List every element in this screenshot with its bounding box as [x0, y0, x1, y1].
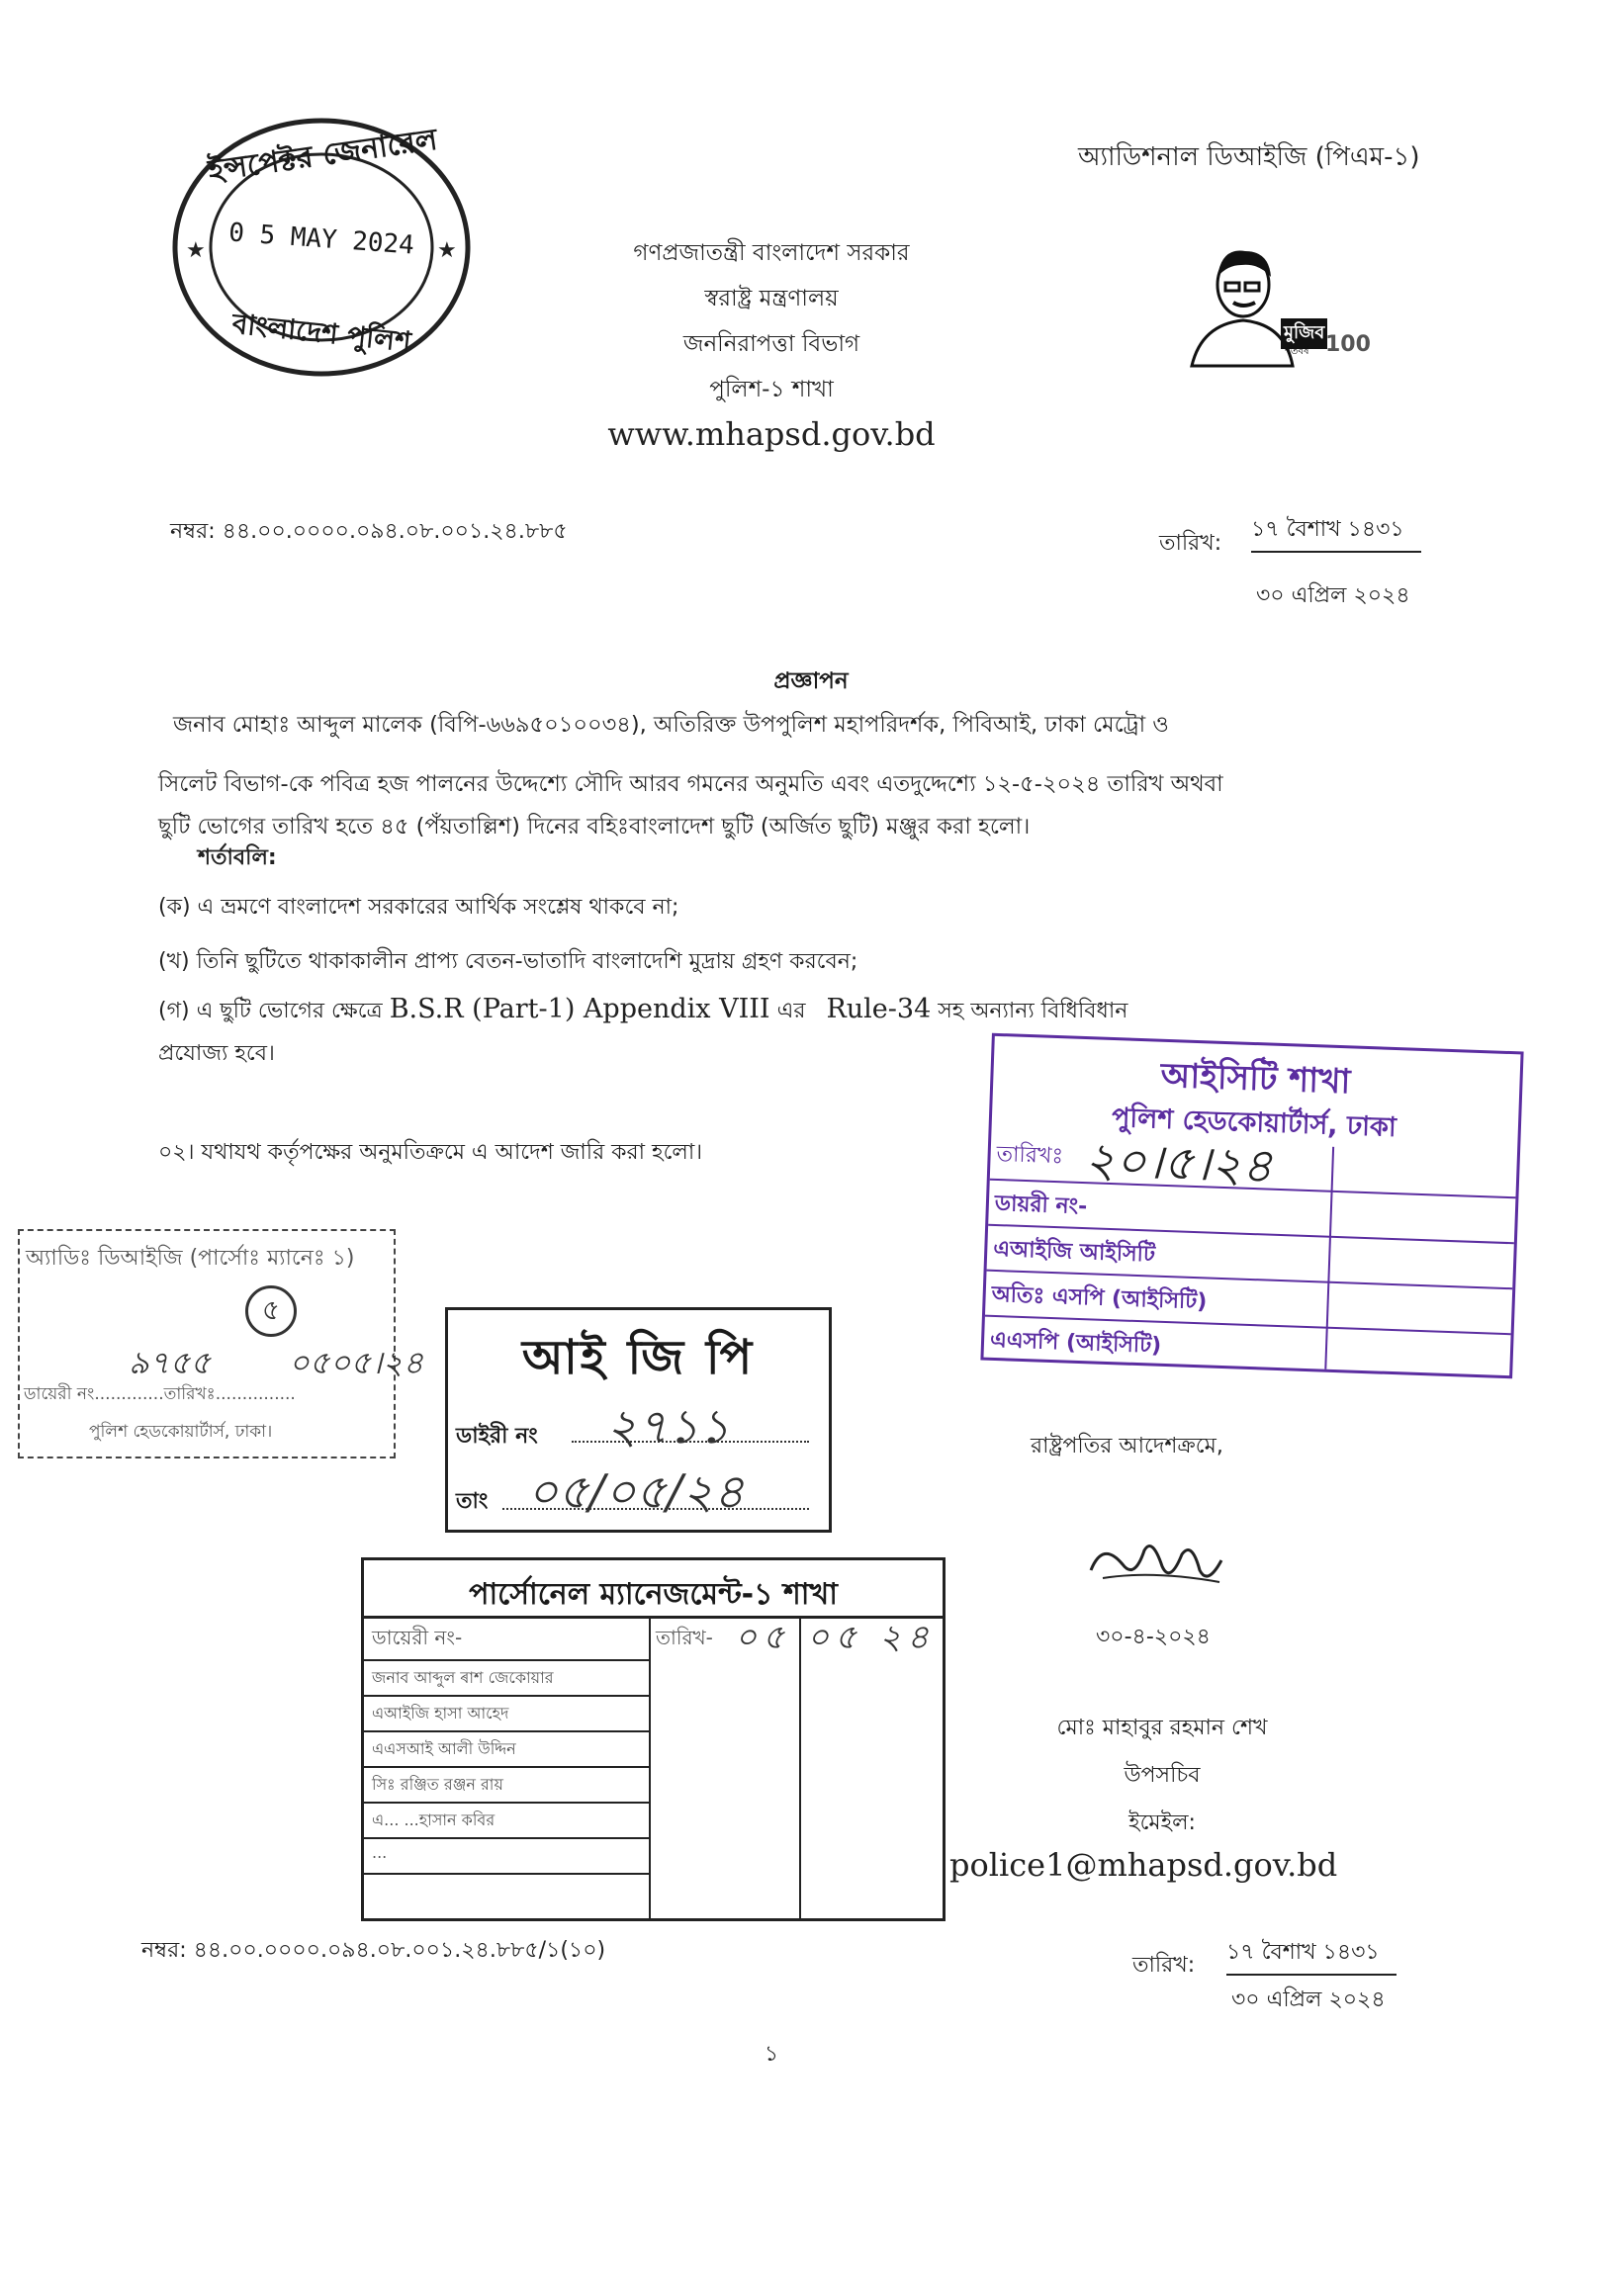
- seal-top-text: ইন্সপেক্টর জেনারেল: [206, 122, 440, 189]
- condition-ga-cont: প্রযোজ্য হবে।: [158, 1041, 275, 1066]
- memo-date-label: তারিখ:: [1159, 531, 1222, 556]
- logo-label: মুজিব: [1281, 318, 1327, 349]
- igp-date-value: ০৫/০৫/২৪: [527, 1464, 745, 1520]
- footer-date-bangla: ১৭ বৈশাখ ১৪৩১: [1226, 1935, 1397, 1976]
- body-line-3: ছুটি ভোগের তারিখ হতে ৪৫ (পঁয়তাল্লিশ) দিনের বহিঃবাংলাদেশ ছুটি (অর্জিত ছুটি) মঞ্জুর করা হলো।: [158, 814, 1031, 839]
- body-line-1: জনাব মোহাঃ আব্দুল মালেক (বিপি-৬৬৯৫০১০০৩৪), অতিরিক্ত উপপুলিশ মহাপরিদর্শক, পিবিআই, ঢাকা মেট্রো ও: [173, 712, 1169, 738]
- addl-dig-title: অ্যাডিঃ ডিআইজি (পার্সোঃ ম্যানেঃ ১): [26, 1246, 355, 1271]
- clause-02: ০২। যথাযথ কর্তৃপক্ষের অনুমতিক্রমে এ আদেশ জারি করা হলো।: [158, 1140, 703, 1165]
- ict-stamp-divider: [1324, 1147, 1334, 1369]
- addl-dig-footer: পুলিশ হেডকোয়ার্টার্স, ঢাকা।: [89, 1422, 273, 1442]
- footer-date-label: তারিখ:: [1132, 1953, 1196, 1978]
- footer-memo-number: নম্বর: ৪৪.০০.০০০০.০৯৪.০৮.০০১.২৪.৮৮৫/১(১০): [141, 1938, 606, 1963]
- memo-date-gregorian: ৩০ এপ্রিল ২০২৪: [1256, 583, 1410, 608]
- logo-number: 100: [1325, 332, 1371, 357]
- header-line-3: জননিরাপত্তা বিভাগ: [682, 331, 860, 357]
- pm-row-divider-0: [364, 1659, 649, 1661]
- addl-dig-circle: ৫: [245, 1285, 297, 1337]
- condition-ka: (ক) এ ভ্রমণে বাংলাদেশ সরকারের আর্থিক সংশ্লেষ থাকবে না;: [158, 895, 679, 920]
- signature-icon: [1083, 1531, 1231, 1600]
- footer-date-gregorian: ৩০ এপ্রিল ২০২৪: [1231, 1987, 1386, 2012]
- notice-title: প্রজ্ঞাপন: [773, 668, 849, 694]
- pm-row-1: জনাব আব্দুল ৰাশ জেকোয়ার: [372, 1668, 554, 1687]
- pm-date-label: তারিখ-: [656, 1626, 713, 1649]
- ict-row-4: এএসপি (আইসিটি): [989, 1327, 1162, 1359]
- pm-col-divider-1: [649, 1616, 651, 1918]
- header-website: www.mhapsd.gov.bd: [607, 415, 936, 453]
- header-block: [554, 230, 989, 412]
- ict-row-1: ডায়রী নং-: [994, 1191, 1088, 1220]
- header-line-2: স্বরাষ্ট্র মন্ত্রণালয়: [704, 286, 839, 311]
- addl-dig-diary-line: ডায়েরী নং.............তারিখঃ...............: [24, 1384, 296, 1404]
- pm-row-divider-2: [364, 1730, 649, 1732]
- pm-row-divider-4: [364, 1802, 649, 1804]
- header-line-1: গণপ্রজাতন্ত্রী বাংলাদেশ সরকার: [633, 240, 910, 266]
- igp-title: আই জি পি: [521, 1330, 756, 1385]
- condition-ga-rule: Rule-34: [826, 994, 932, 1024]
- signature-name: মোঃ মাহাবুর রহমান শেখ: [1056, 1716, 1268, 1740]
- condition-ga-part1: (গ) এ ছুটি ভোগের ক্ষেত্রে: [158, 999, 383, 1023]
- pm-row-4: সিঃ রঞ্জিত রঞ্জন রায়: [372, 1775, 503, 1794]
- ict-stamp: [980, 1033, 1523, 1379]
- ict-date-label: তারিখঃ: [996, 1141, 1064, 1170]
- mujib-logo: [1182, 237, 1371, 371]
- corner-note: অ্যাডিশনাল ডিআইজি (পিএম-১): [1078, 142, 1420, 172]
- igp-diary-label: ডাইরী নং: [456, 1424, 538, 1449]
- pm-row-6: ...: [372, 1843, 388, 1862]
- memo-date-bangla: ১৭ বৈশাখ ১৪৩১: [1251, 512, 1421, 553]
- body-line-2: সিলেট বিভাগ-কে পবিত্র হজ পালনের উদ্দেশ্যে সৌদি আরব গমনের অনুমতি এবং এতদুদ্দেশ্যে ১২-৫-২০২৪ তারিখ অথবা: [158, 771, 1223, 797]
- seal-date: 0 5 MAY 2024: [227, 218, 415, 261]
- signature-email[interactable]: police1@mhapsd.gov.bd: [949, 1846, 1338, 1884]
- header-line-4: পুলিশ-১ শাখা: [709, 377, 834, 402]
- igp-date-label: তাং: [456, 1489, 489, 1514]
- pm-date-value: ০৫ ০৫ ২৪: [735, 1618, 936, 1657]
- condition-ga: [158, 994, 1127, 1030]
- pm-stamp-title: পার্সোনেল ম্যানেজমেন্ট-১ শাখা: [469, 1577, 838, 1612]
- pm-stamp: [361, 1557, 946, 1921]
- addl-dig-stamp: [18, 1229, 424, 1458]
- ict-stamp-grid: [983, 1132, 1517, 1375]
- condition-ga-part2: এর: [776, 999, 806, 1023]
- addl-dig-hand-number: ৯৭৫৫: [129, 1344, 212, 1381]
- signature-date: ৩০-৪-২০২৪: [1096, 1625, 1211, 1649]
- svg-text:★: ★: [186, 238, 206, 263]
- svg-text:★: ★: [437, 238, 457, 263]
- ig-seal: [168, 114, 475, 381]
- ict-row-2: এআইজি আইসিটি: [992, 1236, 1156, 1268]
- addl-dig-hand-date: ০৫০৫।২৪: [289, 1344, 424, 1381]
- pm-row-divider-6: [364, 1873, 649, 1875]
- igp-diary-value: ২৭১১: [606, 1399, 730, 1455]
- igp-stamp: [445, 1307, 832, 1533]
- pm-row-5: এ... ...হাসান কবির: [372, 1810, 496, 1829]
- conditions-heading: শর্তাবলি:: [198, 845, 277, 870]
- ict-row-3: অতিঃ এসপি (আইসিটি): [991, 1281, 1208, 1315]
- condition-kha: (খ) তিনি ছুটিতে থাকাকালীন প্রাপ্য বেতন-ভাতাদি বাংলাদেশি মুদ্রায় গ্রহণ করবেন;: [158, 949, 858, 974]
- ict-stamp-subtitle: পুলিশ হেডকোয়ার্টার্স, ঢাকা: [1111, 1103, 1397, 1144]
- memo-number: নম্বর: ৪৪.০০.০০০০.০৯৪.০৮.০০১.২৪.৮৮৫: [170, 519, 568, 544]
- pm-row-divider-5: [364, 1837, 649, 1839]
- order-by: রাষ্ট্রপতির আদেশক্রমে,: [1031, 1434, 1223, 1458]
- signature-mark: [1083, 1531, 1231, 1600]
- page-number: ১: [764, 2042, 779, 2067]
- condition-ga-part3: সহ অন্যান্য বিধিবিধান: [938, 999, 1128, 1023]
- seal-bottom-text: বাংলাদেশ পুলিশ: [230, 307, 413, 359]
- condition-ga-bsr: B.S.R (Part-1) Appendix VIII: [389, 994, 770, 1024]
- signature-email-label: ইমেইল:: [1128, 1810, 1196, 1835]
- ict-stamp-title: আইসিটি শাখা: [1159, 1055, 1352, 1103]
- signature-designation: উপসচিব: [1124, 1763, 1201, 1788]
- logo-sub: শতবর্ষ: [1285, 346, 1309, 357]
- pm-row-divider-1: [364, 1695, 649, 1697]
- pm-row-3: এএসআই আলী উদ্দিন: [372, 1739, 516, 1758]
- ict-date-value: ২০।৫।২৪: [1083, 1132, 1274, 1194]
- pm-diary-label: ডায়েরী নং-: [372, 1626, 463, 1649]
- pm-row-divider-3: [364, 1766, 649, 1768]
- pm-row-2: এআইজি হাসা আহেদ: [372, 1704, 509, 1722]
